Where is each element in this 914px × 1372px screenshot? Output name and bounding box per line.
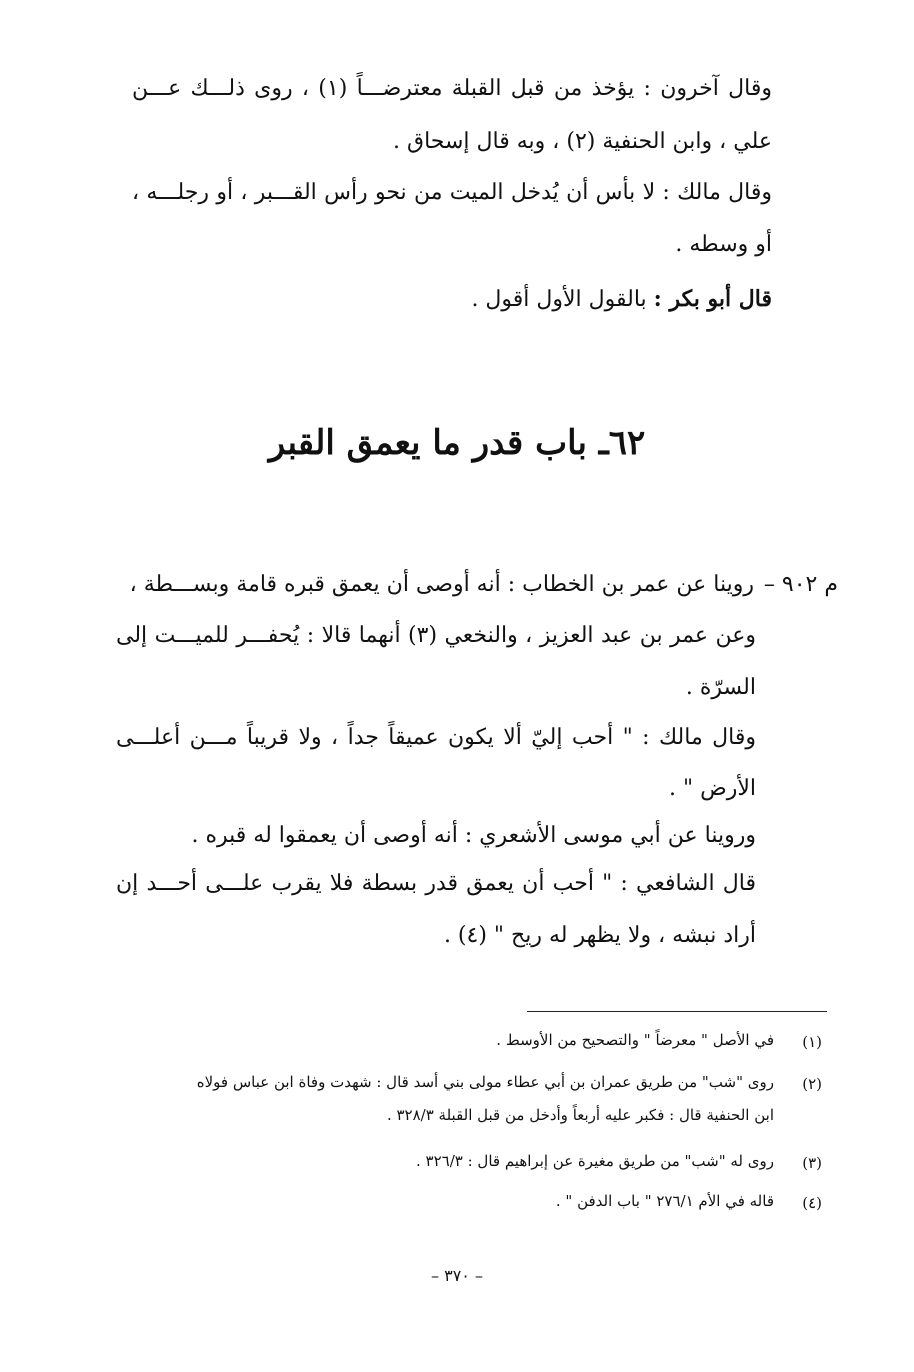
text-line: وروينا عن أبي موسى الأشعري : أنه أوصى أن يعمقوا له قبره . bbox=[191, 823, 756, 848]
text-line bbox=[471, 282, 772, 317]
section-heading: ٦٢ـ باب قدر ما يعمق القبر bbox=[268, 423, 646, 463]
text-line: السرّة . bbox=[685, 675, 756, 700]
text-line: روينا عن عمر بن الخطاب : أنه أوصى أن يعمق قبره قامة وبســـطة ، bbox=[129, 572, 754, 597]
footnote-text: روى "شب" من طريق عمران بن أبي عطاء مولى بني أسد قال : شهدت وفاة ابن عباس فولاه bbox=[196, 1073, 774, 1091]
footnote-text: قاله في الأم ٢٧٦/١ " باب الدفن " . bbox=[555, 1192, 774, 1210]
footnote-number: (١) bbox=[802, 1033, 822, 1051]
text-line: وقال مالك : " أحب إليّ ألا يكون عميقاً جداً ، ولا قريباً مـــن أعلـــى bbox=[116, 725, 756, 750]
text-line: أراد نبشه ، ولا يظهر له ريح " (٤) . bbox=[443, 923, 756, 948]
footnote-text: روى له "شب" من طريق مغيرة عن إبراهيم قال : ٣٢٦/٣ . bbox=[416, 1152, 774, 1170]
text-line: أو وسطه . bbox=[675, 232, 772, 257]
text-line: علي ، وابن الحنفية (٢) ، وبه قال إسحاق . bbox=[393, 129, 772, 154]
text-line: قال الشافعي : " أحب أن يعمق قدر بسطة فلا يقرب علـــى أحـــد إن bbox=[116, 871, 756, 896]
footnote-text: ابن الحنفية قال : فكبر عليه أربعاً وأدخل من قبل القبلة ٣٢٨/٣ . bbox=[386, 1106, 774, 1124]
footnote-number: (٤) bbox=[802, 1194, 822, 1212]
footnote-text: في الأصل " معرضاً " والتصحيح من الأوسط . bbox=[496, 1031, 774, 1049]
author-label: قال أبو بكر : bbox=[653, 286, 772, 312]
page-number: – ٣٧٠ – bbox=[431, 1266, 483, 1285]
author-statement: بالقول الأول أقول . bbox=[471, 287, 647, 312]
footnote-number: (٢) bbox=[802, 1075, 822, 1093]
text-line: وقال مالك : لا بأس أن يُدخل الميت من نحو رأس القـــبر ، أو رجلـــه ، bbox=[132, 180, 772, 205]
footnote-number: (٣) bbox=[802, 1154, 822, 1172]
entry-marker: م ٩٠٢ – bbox=[763, 572, 838, 597]
text-line: وعن عمر بن عبد العزيز ، والنخعي (٣) أنهما قالا : يُحفـــر للميـــت إلى bbox=[116, 623, 756, 648]
footnote-divider bbox=[527, 1011, 827, 1012]
text-line: الأرض " . bbox=[669, 776, 756, 801]
text-line: وقال آخرون : يؤخذ من قبل القبلة معترضـــاً (١) ، روى ذلـــك عـــن bbox=[132, 76, 772, 101]
